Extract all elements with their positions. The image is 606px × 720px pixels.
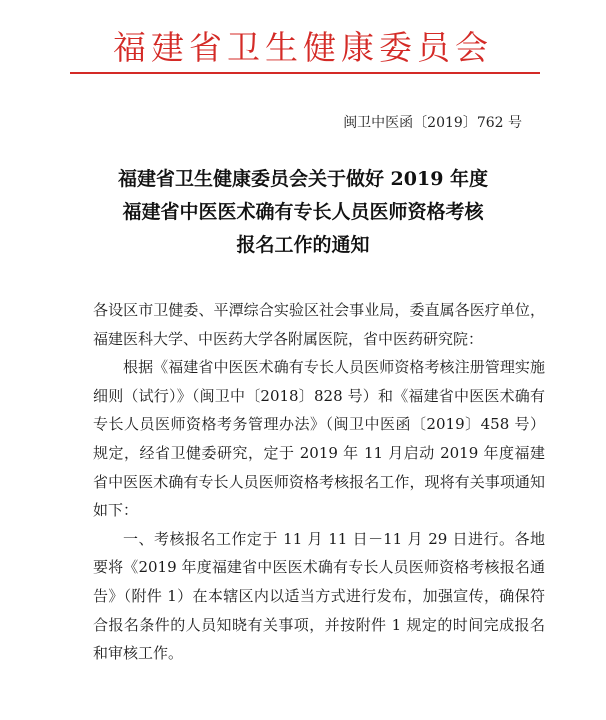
basis-paragraph: 根据《福建省中医医术确有专长人员医师资格考核注册管理实施细则（试行）》（闽卫中〔2018〕828 号）和《福建省中医医术确有专长人员医师资格考务管理办法》（闽卫中医函〔2019〕458 号）规定，经省卫健委研究，定于 2019 年 11 月启动 2019 年度福建省中医医术确有专长人员医师资格考核报名工作，现将有关事项通知如下： <box>93 358 545 520</box>
document-body <box>93 296 545 668</box>
title-line-3: 报名工作的通知 <box>236 234 370 256</box>
item-one-paragraph: 一、考核报名工作定于 11 月 11 日－11 月 29 日进行。各地要将《2019 年度福建省中医医术确有专长人员医师资格考核报名通告》（附件 1）在本辖区内以适当方式进行发布，加强宣传，确保符合报名条件的人员知晓有关事项，并按附件 1 规定的时间完成报名和审核工作。 <box>93 529 545 663</box>
recipients-paragraph: 各设区市卫健委、平潭综合实验区社会事业局，委直属各医疗单位，福建医科大学、中医药大学各附属医院，省中医药研究院： <box>93 301 545 348</box>
title-line-2: 福建省中医医术确有专长人员医师资格考核 <box>122 201 484 223</box>
document-title <box>0 163 606 262</box>
document-number: 闽卫中医函〔2019〕762 号 <box>343 115 522 131</box>
title-line-1: 福建省卫生健康委员会关于做好 2019 年度 <box>117 168 489 190</box>
issuing-organization-header: 福建省卫生健康委员会 <box>113 28 493 67</box>
header-red-divider <box>70 72 540 74</box>
